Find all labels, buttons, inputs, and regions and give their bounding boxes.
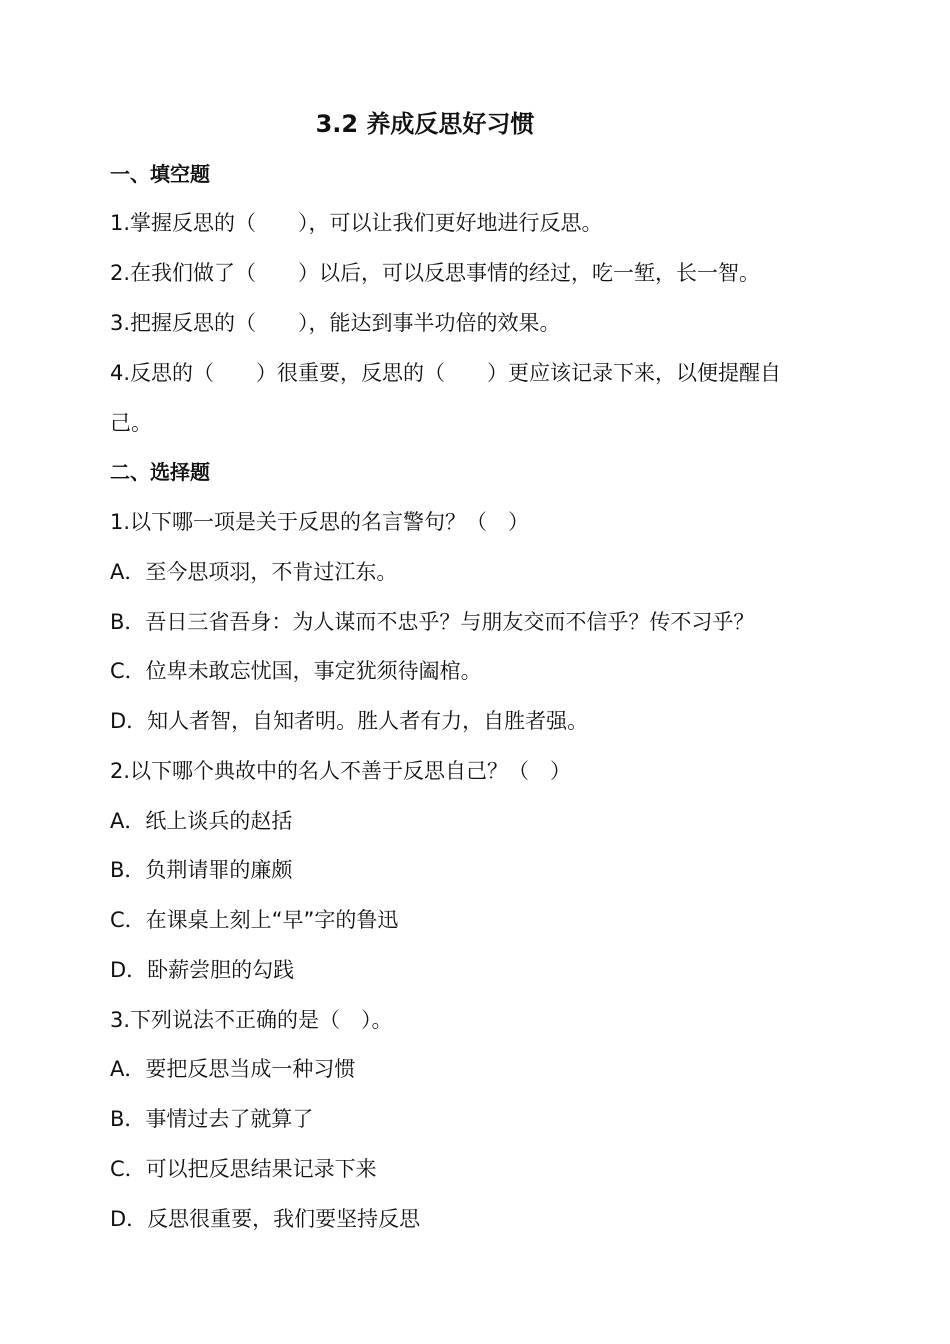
choice-question-2-stem: 2.以下哪个典故中的名人不善于反思自己？（ ）	[110, 759, 572, 783]
choice-question-2-option-c: C．在课桌上刻上“早”字的鲁迅	[110, 908, 399, 932]
fill-question-1: 1.掌握反思的（ ），可以让我们更好地进行反思。	[110, 211, 603, 235]
fill-question-4-line2: 己。	[110, 411, 152, 435]
choice-question-2-option-d: D．卧薪尝胆的勾践	[110, 958, 295, 982]
choice-question-3-stem: 3.下列说法不正确的是（ ）。	[110, 1008, 393, 1032]
page-title: 3.2 养成反思好习惯	[315, 110, 535, 138]
choice-question-1-stem: 1.以下哪一项是关于反思的名言警句？（ ）	[110, 510, 530, 534]
choice-question-3-option-c: C．可以把反思结果记录下来	[110, 1157, 377, 1181]
choice-question-2-option-a: A．纸上谈兵的赵括	[110, 809, 293, 833]
choice-question-2-option-b: B．负荆请罪的廉颇	[110, 858, 293, 882]
fill-question-3: 3.把握反思的（ ），能达到事半功倍的效果。	[110, 311, 561, 335]
choice-question-1-option-d: D．知人者智，自知者明。胜人者有力，自胜者强。	[110, 709, 589, 733]
choice-question-1-option-c: C．位卑未敢忘忧国，事定犹须待阖棺。	[110, 659, 482, 683]
choice-question-1-option-a: A．至今思项羽，不肯过江东。	[110, 560, 398, 584]
choice-question-1-option-b: B．吾日三省吾身：为人谋而不忠乎？与朋友交而不信乎？传不习乎？	[110, 610, 755, 634]
choice-question-3-option-b: B．事情过去了就算了	[110, 1107, 314, 1131]
section-heading-choice: 二、选择题	[110, 460, 210, 484]
fill-question-2: 2.在我们做了（ ）以后，可以反思事情的经过，吃一堑，长一智。	[110, 261, 761, 285]
section-heading-fill-in: 一、填空题	[110, 162, 210, 186]
choice-question-3-option-a: A．要把反思当成一种习惯	[110, 1057, 356, 1081]
fill-question-4-line1: 4.反思的（ ）很重要，反思的（ ）更应该记录下来，以便提醒自	[110, 361, 782, 385]
choice-question-3-option-d: D．反思很重要，我们要坚持反思	[110, 1207, 421, 1231]
